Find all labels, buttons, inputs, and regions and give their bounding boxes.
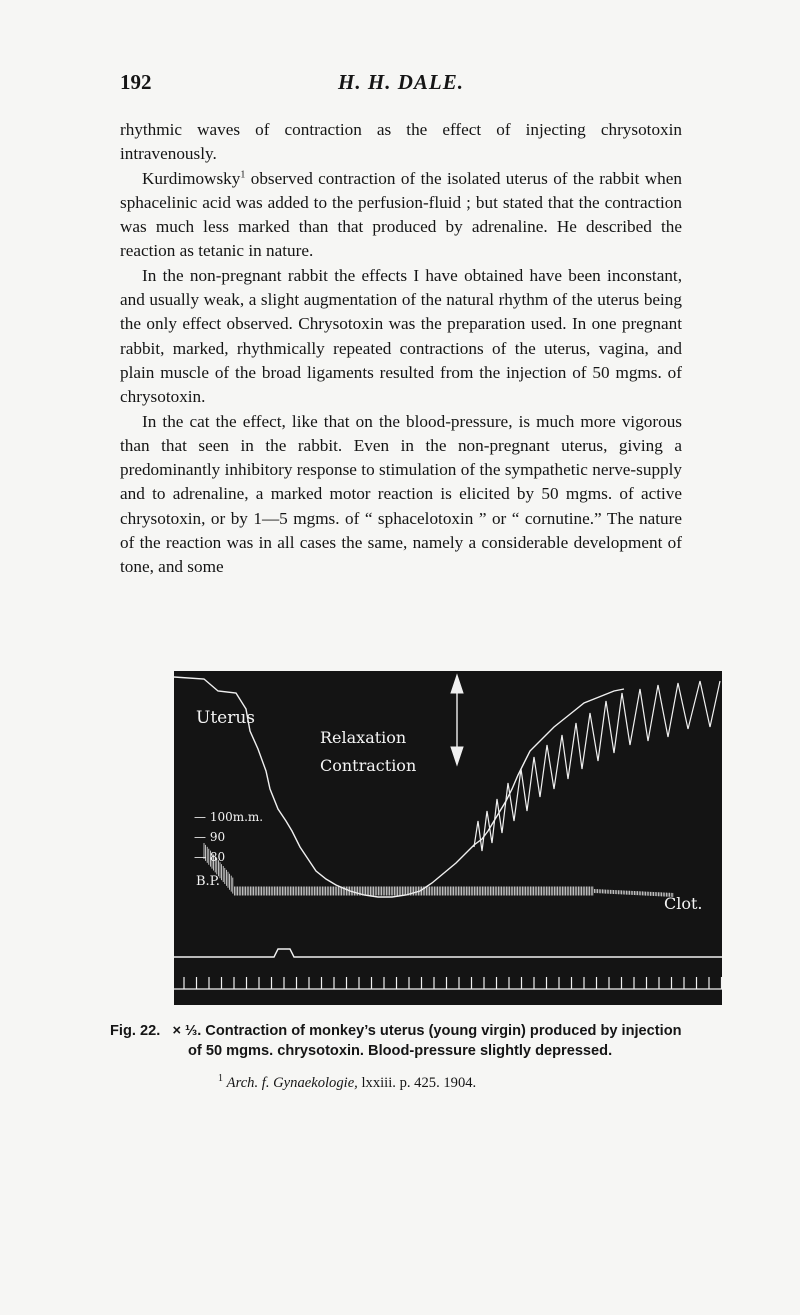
bp-label: B.P. xyxy=(196,874,220,889)
paragraph-text: observed contraction of the isolated uterus of the rabbit when sphacelinic acid was added to the perfusion-fluid ; but stated that the contraction was much less marked than that produced by adrenaline. He described the reaction as tetanic in nature. xyxy=(120,168,682,261)
paragraph xyxy=(120,410,682,580)
paragraph-text: In the cat the effect, like that on the blood-pressure, is much more vigorous than that seen in the rabbit. Even in the non-pregnant uterus, giving a predominantly inhibitory response to stimulation of the sympathetic nerve-supply and to adrenaline, a marked motor reaction is elicited by 50 mgms. of active chrysotoxin, or by 1—5 mgms. of “ sphacelotoxin ” or “ cornutine.” The nature of the reaction was in all cases the same, namely a considerable development of tone, and some xyxy=(120,411,682,577)
footnote-ref: 1 xyxy=(240,168,246,180)
paragraph xyxy=(120,264,682,410)
footnote xyxy=(218,1074,718,1092)
scale-100-label: — 100m.m. xyxy=(194,810,264,824)
uterus-label: Uterus xyxy=(196,708,256,728)
page-number: 192 xyxy=(120,70,152,94)
scale-80-label: — 80 xyxy=(194,850,226,864)
paragraph-text: rhythmic waves of contraction as the effect of injecting chrysotoxin intravenously. xyxy=(120,120,682,164)
figure-caption xyxy=(110,1021,690,1061)
footnote-journal: Arch. f. Gynaekologie, xyxy=(226,1075,358,1091)
kymograph-figure xyxy=(174,671,722,1005)
footnote-reference: lxxiii. p. 425. 1904. xyxy=(357,1075,477,1091)
paragraph xyxy=(120,167,682,264)
scale-90-label: — 90 xyxy=(194,830,226,844)
page-header xyxy=(120,70,682,100)
kymograph-tracing xyxy=(174,671,722,1005)
clot-label: Clot. xyxy=(664,894,703,913)
body-text xyxy=(120,118,682,580)
figure-background xyxy=(174,671,722,1005)
relaxation-label: Relaxation xyxy=(320,728,407,747)
running-head: H. H. DALE. xyxy=(338,70,464,94)
caption-label: Fig. 22. xyxy=(110,1023,161,1039)
caption-text: × ⅓. Contraction of monkey’s uterus (young virgin) produced by injection of 50 mgms. chrysotoxin. Blood-pressure slightly depressed. xyxy=(172,1023,682,1059)
contraction-label: Contraction xyxy=(320,756,417,775)
footnote-marker: 1 xyxy=(218,1073,223,1085)
paragraph-text: Kurdimowsky xyxy=(142,168,241,188)
paragraph xyxy=(120,118,682,167)
paragraph-text: In the non-pregnant rabbit the effects I have obtained have been inconstant, and usually weak, a slight augmentation of the natural rhythm of the uterus being the only effect observed. Chrysotoxin was the preparation used. In one pregnant rabbit, marked, rhythmically repeated contractions of the uterus, vagina, and plain muscle of the broad ligaments resulted from the injection of 50 mgms. of chrysotoxin. xyxy=(120,265,682,407)
